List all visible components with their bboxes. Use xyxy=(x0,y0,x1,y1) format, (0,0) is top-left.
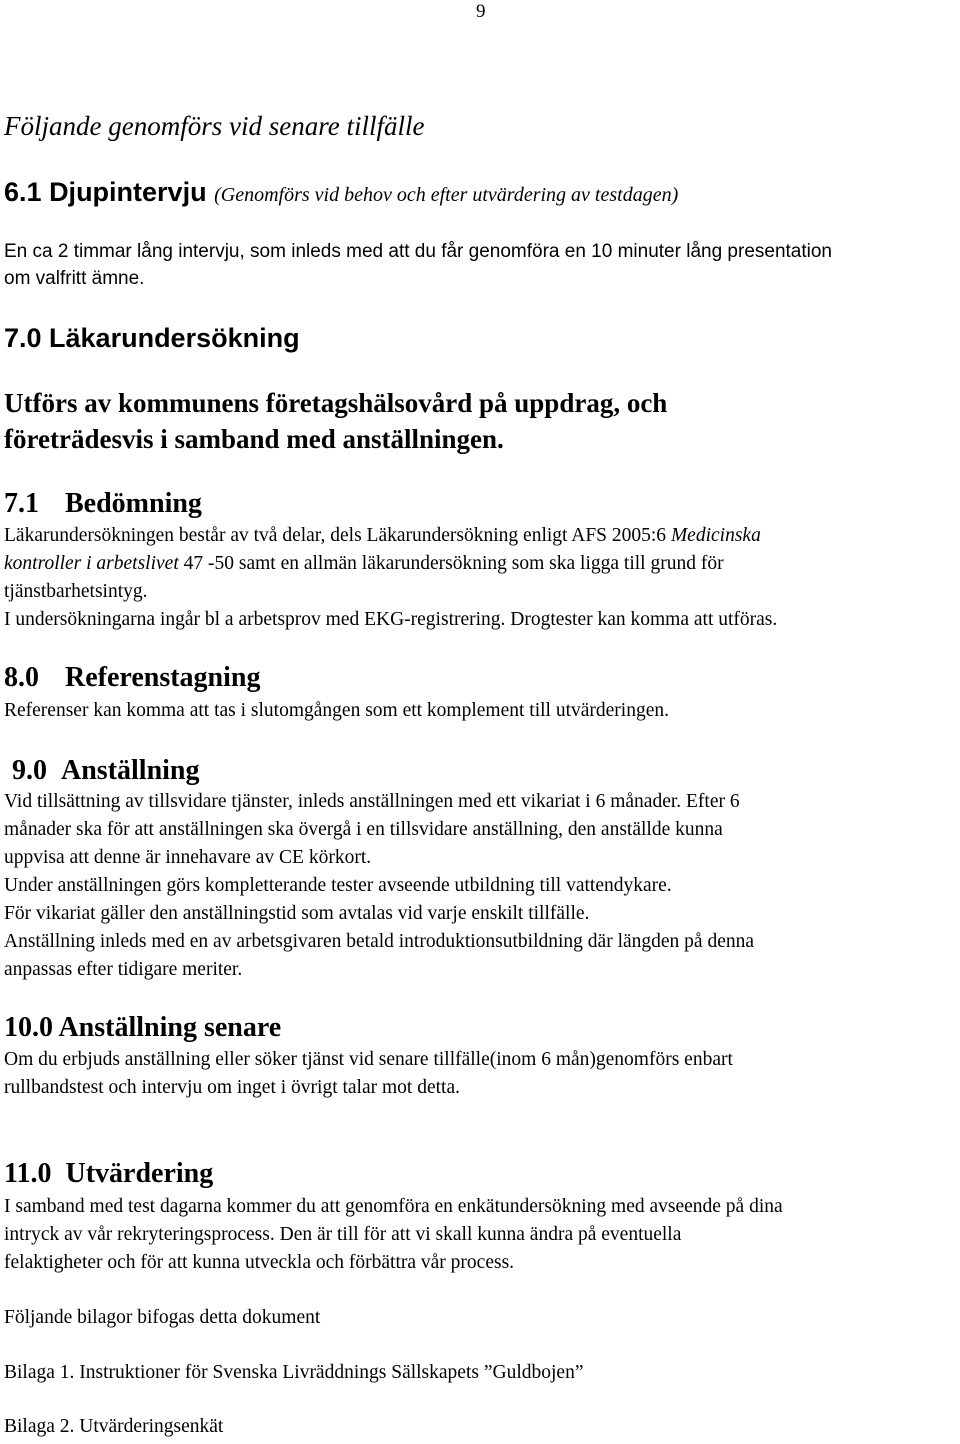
section-7-1-line: tjänstbarhetsintyg. xyxy=(4,581,148,602)
section-9-0-body xyxy=(4,788,956,984)
section-7-1-line xyxy=(4,522,956,550)
section-7-1-line: I undersökningarna ingår bl a arbetsprov med EKG-registrering. Drogtester kan komma att utföras. xyxy=(4,609,778,630)
section-8-0-heading xyxy=(4,662,956,694)
section-6-1-note: (Genomförs vid behov och efter utvärdering av testdagen) xyxy=(214,184,679,206)
section-10-0-body xyxy=(4,1046,956,1102)
section-7-1-line1-text: Läkarundersökningen består av två delar, dels Läkarundersökning enligt AFS 2005:6 xyxy=(4,525,667,546)
section-7-0-heading: 7.0 Läkarundersökning xyxy=(4,323,300,353)
attachment-bilaga-2: Bilaga 2. Utvärderingsenkät xyxy=(4,1416,224,1437)
section-7-1-line xyxy=(4,550,956,578)
attachment-bilaga-1: Bilaga 1. Instruktioner för Svenska Livräddnings Sällskapets ”Guldbojen” xyxy=(4,1362,584,1383)
section-11-0-heading xyxy=(4,1158,956,1190)
section-7-1-heading xyxy=(4,488,956,520)
section-7-1-number: 7.1 xyxy=(4,488,39,519)
section-11-0-number: 11.0 xyxy=(4,1158,52,1189)
section-9-0-number: 9.0 xyxy=(12,755,47,786)
section-11-0-line: I samband med test dagarna kommer du att genomföra en enkätundersökning med avseende på dina xyxy=(4,1196,783,1217)
section-10-0-heading: 10.0 Anställning senare xyxy=(4,1012,282,1043)
section-9-0-line: anpassas efter tidigare meriter. xyxy=(4,959,243,980)
section-6-1-number: 6.1 xyxy=(4,177,42,207)
section-7-1-line1-italic: Medicinska xyxy=(670,525,761,546)
section-9-0-line: Vid tillsättning av tillsvidare tjänster, inleds anställningen med ett vikariat i 6 månader. Efter 6 xyxy=(4,791,740,812)
section-6-1-body xyxy=(4,238,956,292)
section-11-0-line: felaktigheter och för att kunna utveckla och förbättra vår process. xyxy=(4,1252,515,1273)
section-7-1-line2-text: 47 -50 samt en allmän läkarundersökning som ska ligga till grund för xyxy=(178,553,724,574)
section-9-0-line: För vikariat gäller den anställningstid som avtalas vid varje enskilt tillfälle. xyxy=(4,903,590,924)
attachments-intro: Följande bilagor bifogas detta dokument xyxy=(4,1307,321,1328)
page-number: 9 xyxy=(476,1,486,22)
section-11-0-title: Utvärdering xyxy=(65,1158,214,1189)
section-7-1-body xyxy=(4,522,956,634)
section-11-0-line: intryck av vår rekryteringsprocess. Den är till för att vi skall kunna ändra på eventuella xyxy=(4,1224,682,1245)
section-7-1-title: Bedömning xyxy=(65,488,202,519)
section-6-1-title: Djupintervju xyxy=(49,177,207,207)
section-10-0-line: Om du erbjuds anställning eller söker tjänst vid senare tillfälle(inom 6 mån)genomförs enbart xyxy=(4,1049,733,1070)
intro-heading: Följande genomförs vid senare tillfälle xyxy=(4,111,425,141)
section-9-0-line: Anställning inleds med en av arbetsgivaren betald introduktionsutbildning där längden på denna xyxy=(4,931,755,952)
section-9-0-line: Under anställningen görs kompletterande tester avseende utbildning till vattendykare. xyxy=(4,875,672,896)
section-9-0-line: månader ska för att anställningen ska övergå i en tillsvidare anställning, den anställde kunna xyxy=(4,819,723,840)
section-11-0-body xyxy=(4,1193,956,1277)
section-8-0-number: 8.0 xyxy=(4,662,39,693)
section-7-0-line: Utförs av kommunens företagshälsovård på uppdrag, och xyxy=(4,388,668,418)
section-6-1-heading xyxy=(4,176,956,211)
section-6-1-line: om valfritt ämne. xyxy=(4,268,145,289)
section-8-0-body: Referenser kan komma att tas i slutomgången som ett komplement till utvärderingen. xyxy=(4,700,669,721)
section-9-0-title: Anställning xyxy=(61,755,200,786)
section-9-0-heading xyxy=(12,755,960,787)
section-10-0-line: rullbandstest och intervju om inget i övrigt talar mot detta. xyxy=(4,1077,460,1098)
section-7-0-line: företrädesvis i samband med anställningen. xyxy=(4,424,504,454)
section-7-0-body xyxy=(4,385,956,457)
section-9-0-line: uppvisa att denne är innehavare av CE körkort. xyxy=(4,847,372,868)
section-6-1-line: En ca 2 timmar lång intervju, som inleds med att du får genomföra en 10 minuter lång presentation xyxy=(4,241,832,262)
section-7-1-line2-italic: kontroller i arbetslivet xyxy=(4,553,179,574)
section-8-0-title: Referenstagning xyxy=(65,662,261,693)
